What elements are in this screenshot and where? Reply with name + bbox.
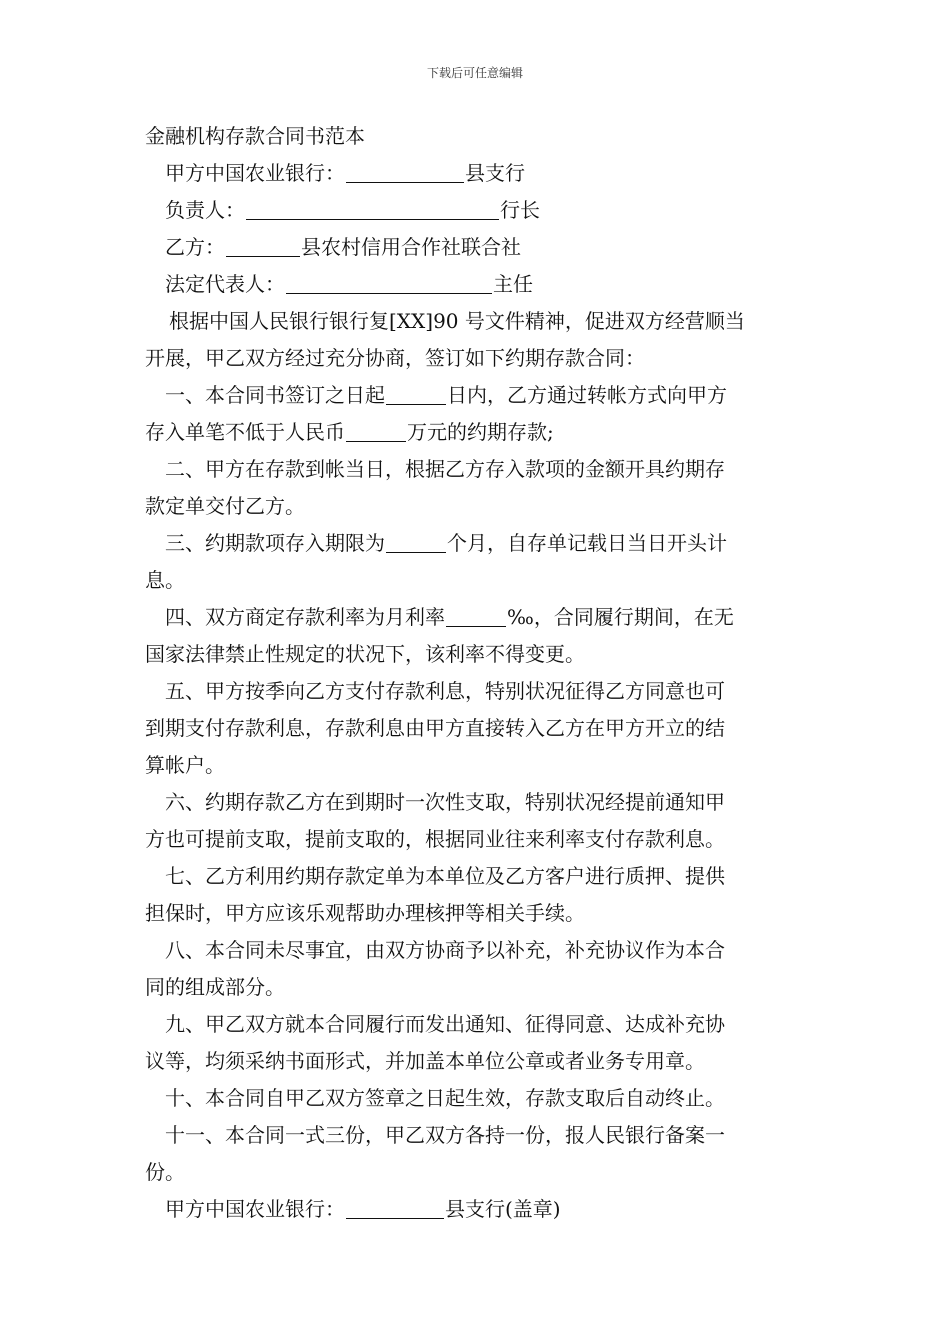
clause-1-amount-blank[interactable] (346, 419, 406, 442)
clause-3-text-b: 个月，自存单记载日当日开头计 (447, 531, 727, 555)
clause-6-line-1: 六、约期存款乙方在到期时一次性支取，特别状况经提前通知甲 (165, 790, 725, 814)
clause-3-months-blank[interactable] (386, 530, 446, 553)
signature-blank[interactable] (346, 1196, 444, 1219)
party-b-line (145, 229, 810, 266)
clause-4-text-a: 四、双方商定存款利率为月利率 (165, 605, 445, 629)
clause-8-line-1: 八、本合同未尽事宜，由双方协商予以补充，补充协议作为本合 (165, 938, 725, 962)
party-b-suffix: 县农村信用合作社联合社 (301, 235, 521, 259)
clause-1-days-blank[interactable] (386, 382, 446, 405)
party-b-label: 乙方： (165, 235, 225, 259)
clause-9-line-1: 九、甲乙双方就本合同履行而发出通知、征得同意、达成补充协 (165, 1012, 725, 1036)
party-a-representative-line (145, 192, 810, 229)
clause-5-line-1: 五、甲方按季向乙方支付存款利息，特别状况征得乙方同意也可 (165, 679, 725, 703)
clause-4-line-2: 国家法律禁止性规定的状况下，该利率不得变更。 (145, 642, 585, 666)
document-title: 金融机构存款合同书范本 (145, 124, 365, 148)
clause-4-rate-blank[interactable] (446, 604, 506, 627)
intro-line-2: 开展，甲乙双方经过充分协商，签订如下约期存款合同： (145, 346, 645, 370)
page-header-note: 下载后可任意编辑 (426, 66, 523, 80)
clause-2-line-1: 二、甲方在存款到帐当日，根据乙方存入款项的金额开具约期存 (165, 457, 725, 481)
clause-1-text-d: 万元的约期存款; (407, 420, 554, 444)
clause-10-line-1: 十、本合同自甲乙双方签章之日起生效，存款支取后自动终止。 (165, 1086, 725, 1110)
clause-7-line-1: 七、乙方利用约期存款定单为本单位及乙方客户进行质押、提供 (165, 864, 725, 888)
b-rep-blank[interactable] (286, 271, 492, 294)
clause-4-text-b: ‰，合同履行期间，在无 (507, 605, 734, 629)
clause-1-line-2 (145, 414, 810, 451)
clause-2-line-2: 款定单交付乙方。 (145, 494, 305, 518)
b-rep-suffix: 主任 (493, 272, 533, 296)
party-a-line (145, 155, 810, 192)
clause-8-line-2: 同的组成部分。 (145, 975, 285, 999)
a-rep-label: 负责人： (165, 198, 245, 222)
b-rep-label: 法定代表人： (165, 272, 285, 296)
signature-line (145, 1191, 810, 1228)
signature-label: 甲方中国农业银行： (165, 1197, 345, 1221)
clause-1-text-c: 存入单笔不低于人民币 (145, 420, 345, 444)
party-a-suffix: 县支行 (465, 161, 525, 185)
intro-line-1: 根据中国人民银行银行复[XX]90 号文件精神，促进双方经营顺当 (169, 309, 745, 333)
clause-9-line-2: 议等，均须采纳书面形式，并加盖本单位公章或者业务专用章。 (145, 1049, 705, 1073)
clause-6-line-2: 方也可提前支取，提前支取的，根据同业往来利率支付存款利息。 (145, 827, 725, 851)
party-b-blank[interactable] (226, 234, 300, 257)
clause-7-line-2: 担保时，甲方应该乐观帮助办理核押等相关手续。 (145, 901, 585, 925)
a-rep-blank[interactable] (246, 197, 499, 220)
clause-5-line-2: 到期支付存款利息，存款利息由甲方直接转入乙方在甲方开立的结 (145, 716, 725, 740)
party-a-label: 甲方中国农业银行： (165, 161, 345, 185)
clause-3-line-2: 息。 (145, 568, 185, 592)
clause-1-line-1 (145, 377, 810, 414)
clause-3-line-1 (145, 525, 810, 562)
party-a-blank[interactable] (346, 160, 464, 183)
clause-3-text-a: 三、约期款项存入期限为 (165, 531, 385, 555)
signature-suffix: 县支行(盖章) (445, 1197, 561, 1221)
clause-5-line-3: 算帐户。 (145, 753, 225, 777)
clause-11-line-1: 十一、本合同一式三份，甲乙双方各持一份，报人民银行备案一 (165, 1123, 725, 1147)
contract-body (145, 118, 810, 1228)
clause-4-line-1 (145, 599, 810, 636)
party-b-representative-line (145, 266, 810, 303)
clause-1-text-b: 日内，乙方通过转帐方式向甲方 (447, 383, 727, 407)
clause-11-line-2: 份。 (145, 1160, 185, 1184)
clause-1-text-a: 一、本合同书签订之日起 (165, 383, 385, 407)
a-rep-suffix: 行长 (500, 198, 540, 222)
